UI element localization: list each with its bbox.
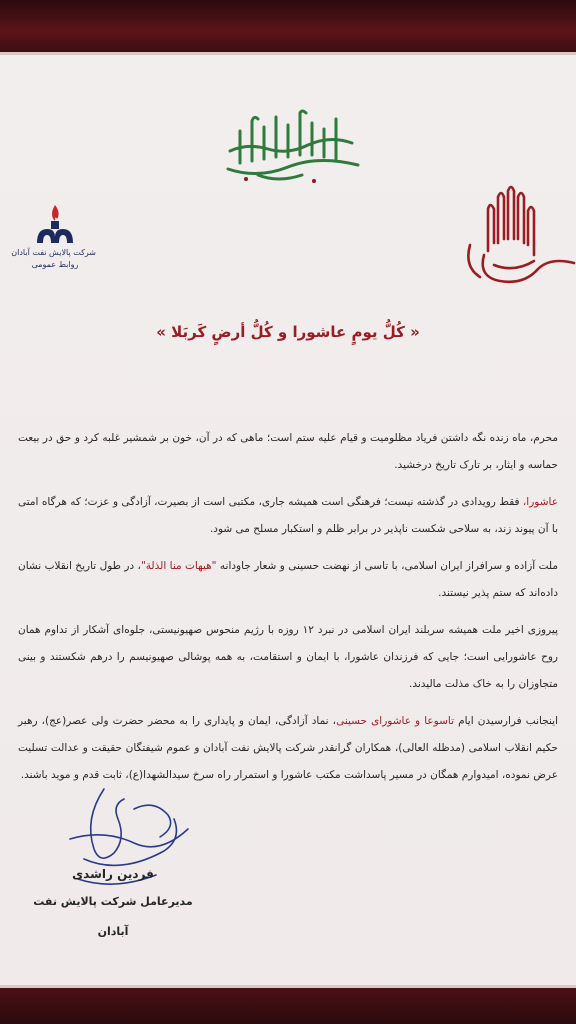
paragraph-text: ملت آزاده و سرافراز ایران اسلامی، با تاسی از نهضت حسینی و شعار جاودانه <box>216 560 558 572</box>
hand-emblem-icon <box>458 181 576 299</box>
paragraph-text: پیروزی اخیر ملت همیشه سربلند ایران اسلامی در نبرد ۱۲ روزه با رژیم منحوس صهیونیستی، جلوه‌ای آشکار از تداوم همان روح عاشورایی است؛ جایی که فرزندان عاشورا، با ایمان و استقامت، به همه پوشالی صهیونیسم را درهم شکستند و بینی متجاوزان را به خاک مذلت مالیدند. <box>18 624 558 690</box>
company-logo <box>11 203 96 303</box>
paragraph-text: محرم، ماه زنده نگه داشتن فریاد مظلومیت و قیام علیه ستم است؛ ماهی که در آن، خون بر شمشیر غلبه کرد و حق در بیعت حماسه و ایثار، بر تارک تاریخ درخشید. <box>18 432 558 471</box>
company-name: شرکت پالایش نفت آبادان <box>11 248 96 257</box>
letter-body <box>18 425 558 799</box>
signer-name: فردین راشدی <box>72 867 154 881</box>
paragraph-text: ، در طول تاریخ انقلاب نشان داده‌اند که ستم پذیر نیستند. <box>18 560 558 599</box>
paragraph-2 <box>18 489 558 543</box>
paragraph-text: ، نماد آزادگی، ایمان و پایداری را به محضر حضرت ولی عصر(عج)، رهبر حکیم انقلاب اسلامی (مدظله العالی)، همکاران گرانقدر شرکت پالایش نفت آبادان و عموم شیفتگان حقیقت و عدالت تسلیت عرض نموده، امیدوارم همگان در مسیر پاسداشت مکتب عاشورا و استمرار راه سرخ سیدالشهدا(ع)، ثابت قدم و موید باشند. <box>18 715 558 781</box>
signer-block <box>18 861 208 947</box>
paragraph-highlight: تاسوعا و عاشورای حسینی <box>336 715 455 727</box>
signer-title: مدیرعامل شرکت پالایش نفت آبادان <box>33 895 193 938</box>
paragraph-4 <box>18 617 558 698</box>
paragraph-3 <box>18 553 558 607</box>
paragraph-highlight: "هیهات منا الذلة" <box>140 560 217 572</box>
refinery-logo-icon <box>33 203 77 247</box>
paragraph-1 <box>18 425 558 479</box>
paragraph-lead: عاشورا، <box>522 496 558 508</box>
paragraph-text: اینجانب فرارسیدن ایام <box>454 715 558 727</box>
paragraph-text: فقط رویدادی در گذشته نیست؛ فرهنگی است همیشه جاری، مکتبی است از بصیرت، آزادگی و عزت؛ که هرگاه امتی با آن پیوند زند، به سلاحی شکست ناپذیر در برابر ظلم و استکبار مسلح می شود. <box>18 496 558 535</box>
top-red-band <box>0 0 576 52</box>
bottom-red-band <box>0 988 576 1024</box>
letter-paper <box>0 52 576 988</box>
bismillah-calligraphy <box>218 103 368 187</box>
paragraph-5 <box>18 708 558 789</box>
motto-heading: « کُلُّ یومٍ عاشورا و کُلُّ أرضٍ کَربَلا » <box>156 323 420 341</box>
company-dept: روابط عمومی <box>31 260 79 269</box>
